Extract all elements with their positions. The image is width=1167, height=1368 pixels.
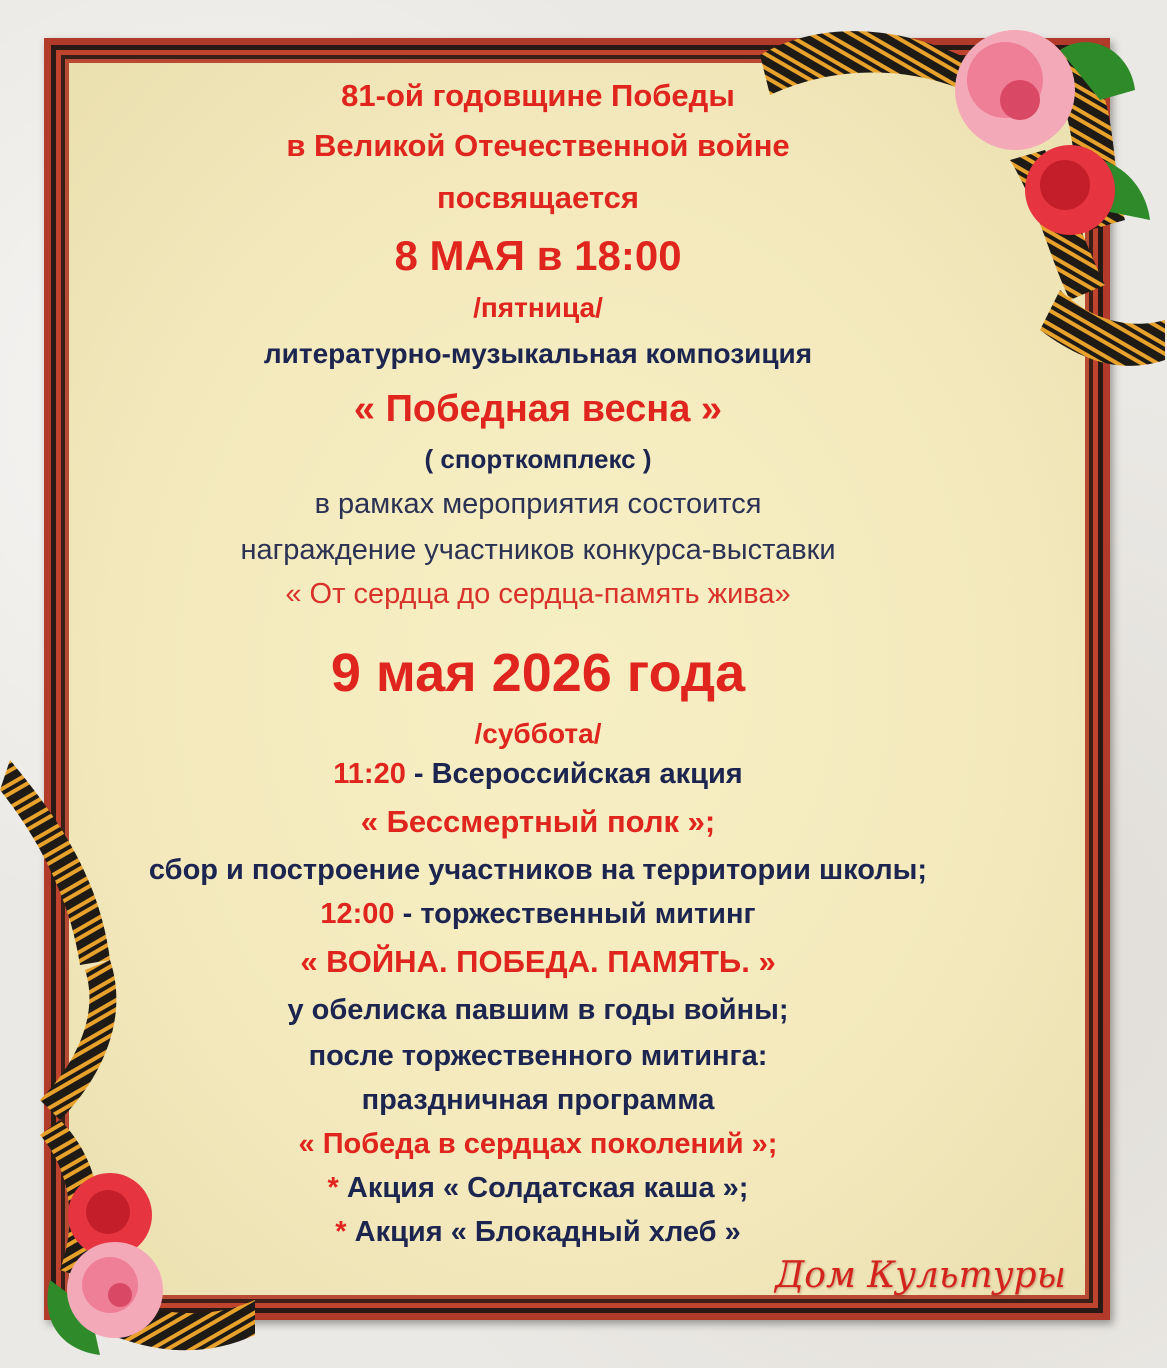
event2-program-title: « Победа в сердцах поколений »;: [298, 1128, 778, 1160]
event2-action-1: [0, 1172, 1100, 1205]
header-line-3: посвящается: [437, 180, 639, 215]
event2-item2-time: 12:00: [320, 898, 395, 930]
event2-date: 9 мая 2026 года: [330, 643, 746, 703]
action-1-text: Акция « Солдатская каша »;: [338, 1172, 749, 1204]
action-2-text: Акция « Блокадный хлеб »: [346, 1216, 741, 1248]
header-line-1: 81-ой годовщине Победы: [341, 78, 735, 113]
event2-item1-text: - Всероссийская акция: [405, 758, 743, 790]
event2-item2-title: « ВОЙНА. ПОБЕДА. ПАМЯТЬ. »: [300, 944, 776, 979]
event2-item2-note: у обелиска павшим в годы войны;: [287, 994, 789, 1026]
event2-item1-note: сбор и построение участников на территории школы;: [148, 854, 928, 886]
event1-note-1: в рамках мероприятия состоится: [314, 488, 762, 520]
event1-type: литературно-музыкальная композиция: [263, 338, 813, 369]
event2-program: праздничная программа: [361, 1084, 715, 1116]
event2-item2-text: - торжественный митинг: [394, 898, 756, 930]
event2-after: после торжественного митинга:: [308, 1040, 768, 1072]
action-2-star: *: [335, 1216, 347, 1248]
event1-title: « Победная весна »: [353, 388, 723, 430]
event1-note-2: награждение участников конкурса-выставки: [240, 534, 836, 566]
poster-content: [70, 70, 1100, 1320]
event2-item2: [0, 898, 1100, 931]
event2-action-2: [0, 1216, 1100, 1249]
event2-item1: [0, 758, 1100, 791]
signature-dom-kultury: Дом Культуры: [775, 1255, 1066, 1296]
event1-contest: « От сердца до сердца-память жива»: [285, 578, 791, 610]
event2-item1-title: « Бессмертный полк »;: [360, 804, 716, 839]
action-1-star: *: [327, 1172, 339, 1204]
event1-weekday: /пятница/: [473, 292, 603, 323]
event1-place: ( спорткомплекс ): [424, 444, 652, 474]
header-line-2: в Великой Отечественной войне: [286, 128, 790, 163]
event1-date: 8 МАЯ в 18:00: [394, 232, 682, 279]
event2-weekday: /суббота/: [474, 718, 602, 749]
event2-item1-time: 11:20: [333, 758, 406, 790]
